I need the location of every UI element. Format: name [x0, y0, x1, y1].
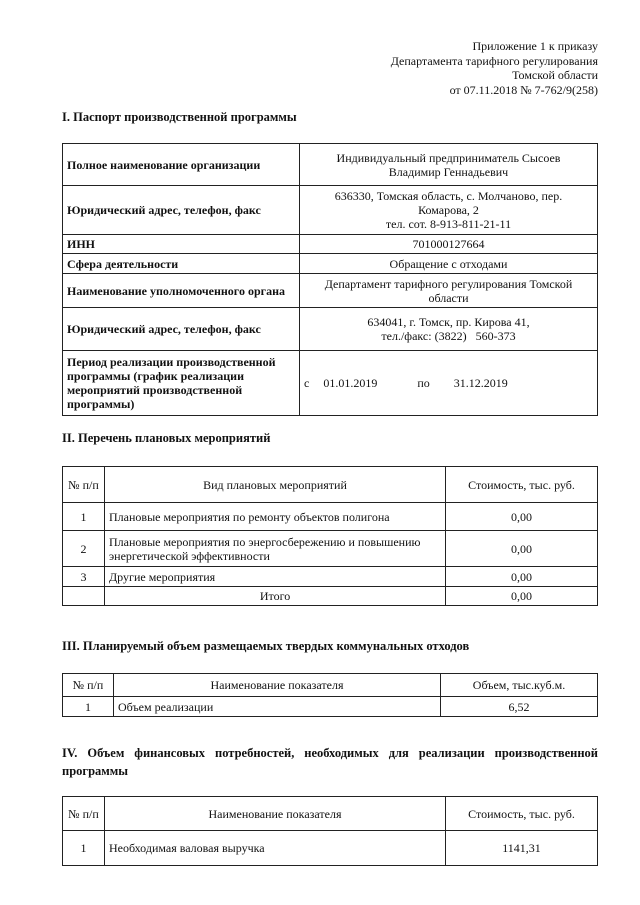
total-value: 0,00	[446, 587, 598, 606]
header-line: Департамента тарифного регулирования	[390, 53, 598, 68]
table-header	[63, 674, 598, 697]
table-row	[63, 254, 598, 274]
row-label: Полное наименование организации	[63, 144, 300, 186]
indicator-name: Необходимая валовая выручка	[105, 831, 446, 866]
header-line: от 07.11.2018 № 7-762/9(258)	[449, 82, 598, 97]
table-header	[63, 467, 598, 503]
row-label: Сфера деятельности	[63, 254, 300, 274]
indicator-value: 1141,31	[446, 831, 598, 866]
row-value	[300, 274, 598, 308]
value-line: 636330, Томская область, с. Молчаново, пер.	[334, 189, 563, 203]
column-header: Объем, тыс.куб.м.	[441, 674, 598, 697]
measures-table	[62, 466, 598, 606]
header-line: Приложение 1 к приказу	[472, 39, 598, 53]
total-row	[63, 587, 598, 606]
financial-needs-table	[62, 796, 598, 866]
order-reference	[391, 39, 598, 97]
period-to-prefix: по	[417, 376, 430, 390]
indicator-value: 6,52	[441, 697, 598, 717]
table-header	[63, 797, 598, 831]
table-row	[63, 308, 598, 351]
row-label: Период реализации производственной программы (график реализации мероприятий производственной программы)	[63, 351, 300, 416]
column-header: Наименование показателя	[105, 797, 446, 831]
measure-cost: 0,00	[446, 567, 598, 587]
row-value: 701000127664	[300, 235, 598, 254]
column-header: Стоимость, тыс. руб.	[446, 797, 598, 831]
table-row	[63, 567, 598, 587]
row-label: Юридический адрес, телефон, факс	[63, 186, 300, 235]
value-line: 634041, г. Томск, пр. Кирова 41,	[367, 315, 530, 329]
row-number: 2	[63, 531, 105, 567]
value-line: Комарова, 2	[418, 203, 479, 217]
table-row	[63, 186, 598, 235]
value-line: Департамент тарифного регулирования Томской	[324, 276, 573, 291]
row-value	[300, 144, 598, 186]
measure-cost: 0,00	[446, 503, 598, 531]
table-row	[63, 274, 598, 308]
table-row	[63, 144, 598, 186]
row-number: 1	[63, 503, 105, 531]
value-line: Владимир Геннадьевич	[388, 164, 509, 179]
row-label: Юридический адрес, телефон, факс	[63, 308, 300, 351]
section-3-title: III. Планируемый объем размещаемых твердых коммунальных отходов	[62, 639, 470, 653]
table-row	[63, 503, 598, 531]
row-value	[300, 308, 598, 351]
period-from: 01.01.2019	[323, 376, 378, 390]
section-2-title: II. Перечень плановых мероприятий	[62, 431, 271, 445]
column-header: № п/п	[63, 797, 105, 831]
passport-table	[62, 143, 598, 416]
row-number: 3	[63, 567, 105, 587]
indicator-name: Объем реализации	[114, 697, 441, 717]
column-header: № п/п	[63, 674, 114, 697]
column-header: Стоимость, тыс. руб.	[446, 467, 598, 503]
column-header: № п/п	[63, 467, 105, 503]
period-value	[300, 351, 598, 416]
table-row	[63, 531, 598, 567]
measure-name: Плановые мероприятия по ремонту объектов полигона	[105, 503, 446, 531]
waste-volume-table	[62, 673, 598, 717]
value-line: Индивидуальный предприниматель Сысоев	[336, 150, 561, 165]
total-label: Итого	[105, 587, 446, 606]
table-row	[63, 831, 598, 866]
header-line: Томской области	[512, 68, 598, 82]
empty-cell	[63, 587, 105, 606]
measure-name: Другие мероприятия	[105, 567, 446, 587]
measure-name: Плановые мероприятия по энергосбережению и повышению энергетической эффективности	[105, 531, 446, 567]
row-value	[300, 186, 598, 235]
row-label: ИНН	[63, 235, 300, 254]
table-row	[63, 351, 598, 416]
value-line: тел./факс: (3822) 560-373	[381, 329, 516, 343]
section-4-title: IV. Объем финансовых потребностей, необходимых для реализации производственной программы	[62, 746, 598, 778]
section-1-title: I. Паспорт производственной программы	[62, 110, 297, 124]
measure-cost: 0,00	[446, 531, 598, 567]
row-value: Обращение с отходами	[300, 254, 598, 274]
period-to: 31.12.2019	[453, 376, 508, 390]
table-row	[63, 697, 598, 717]
table-row	[63, 235, 598, 254]
period-from-prefix: с	[304, 376, 310, 390]
column-header: Наименование показателя	[114, 674, 441, 697]
value-line: тел. сот. 8-913-811-21-11	[385, 217, 512, 231]
row-label: Наименование уполномоченного органа	[63, 274, 300, 308]
row-number: 1	[63, 831, 105, 866]
column-header: Вид плановых мероприятий	[105, 467, 446, 503]
row-number: 1	[63, 697, 114, 717]
value-line: области	[428, 290, 469, 305]
